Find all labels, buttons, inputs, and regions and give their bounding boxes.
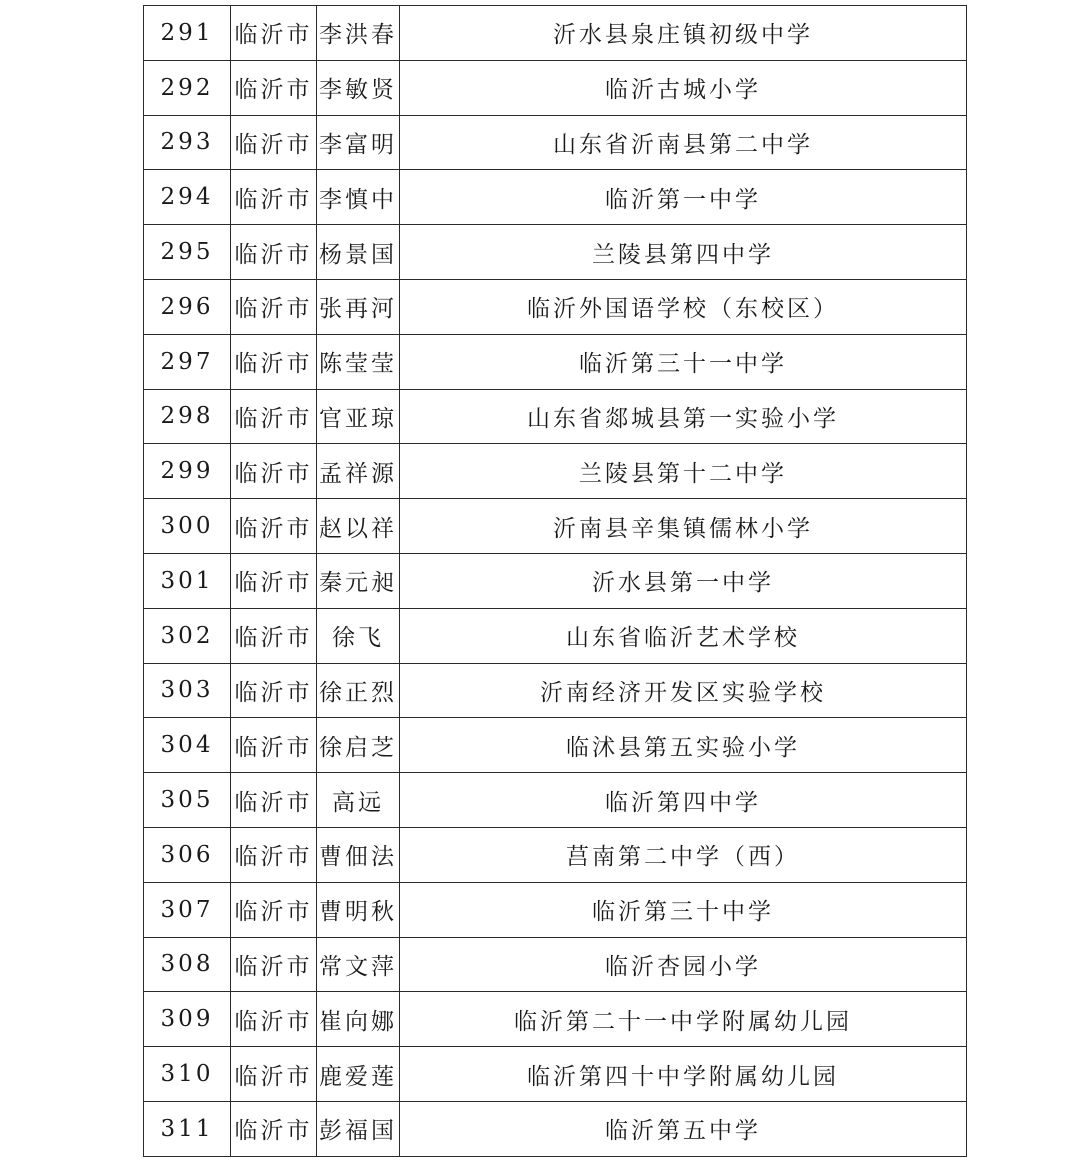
table-row xyxy=(144,6,967,61)
row-number-cell: 292 xyxy=(144,60,231,115)
city-cell: 临沂市 xyxy=(231,444,317,499)
row-number-cell: 306 xyxy=(144,827,231,882)
school-name-cell: 临沂杏园小学 xyxy=(400,937,967,992)
city-cell: 临沂市 xyxy=(231,115,317,170)
person-name-cell: 常文萍 xyxy=(317,937,400,992)
table-row xyxy=(144,170,967,225)
row-number-cell: 295 xyxy=(144,225,231,280)
school-name-cell: 山东省郯城县第一实验小学 xyxy=(400,389,967,444)
person-name-cell: 徐正烈 xyxy=(317,663,400,718)
school-name-cell: 沂南县辛集镇儒林小学 xyxy=(400,499,967,554)
school-name-cell: 兰陵县第四中学 xyxy=(400,225,967,280)
school-name-cell: 山东省沂南县第二中学 xyxy=(400,115,967,170)
person-name-cell: 鹿爱莲 xyxy=(317,1047,400,1102)
table-row xyxy=(144,553,967,608)
city-cell: 临沂市 xyxy=(231,992,317,1047)
school-name-cell: 临沂第一中学 xyxy=(400,170,967,225)
row-number-cell: 307 xyxy=(144,882,231,937)
row-number-cell: 305 xyxy=(144,773,231,828)
person-name-cell: 徐启芝 xyxy=(317,718,400,773)
school-name-cell: 临沂第四十中学附属幼儿园 xyxy=(400,1047,967,1102)
person-name-cell: 李敏贤 xyxy=(317,60,400,115)
school-name-cell: 山东省临沂艺术学校 xyxy=(400,608,967,663)
city-cell: 临沂市 xyxy=(231,6,317,61)
school-name-cell: 莒南第二中学（西） xyxy=(400,827,967,882)
table-row xyxy=(144,60,967,115)
row-number-cell: 309 xyxy=(144,992,231,1047)
city-cell: 临沂市 xyxy=(231,1047,317,1102)
city-cell: 临沂市 xyxy=(231,608,317,663)
school-name-cell: 临沂第四中学 xyxy=(400,773,967,828)
person-name-cell: 赵以祥 xyxy=(317,499,400,554)
city-cell: 临沂市 xyxy=(231,553,317,608)
row-number-cell: 311 xyxy=(144,1101,231,1156)
row-number-cell: 293 xyxy=(144,115,231,170)
row-number-cell: 300 xyxy=(144,499,231,554)
table-row xyxy=(144,773,967,828)
city-cell: 临沂市 xyxy=(231,882,317,937)
row-number-cell: 303 xyxy=(144,663,231,718)
row-number-cell: 297 xyxy=(144,334,231,389)
city-cell: 临沂市 xyxy=(231,225,317,280)
city-cell: 临沂市 xyxy=(231,827,317,882)
person-name-cell: 张再河 xyxy=(317,279,400,334)
person-name-cell: 秦元昶 xyxy=(317,553,400,608)
table-row xyxy=(144,334,967,389)
row-number-cell: 310 xyxy=(144,1047,231,1102)
table-row xyxy=(144,718,967,773)
person-name-cell: 崔向娜 xyxy=(317,992,400,1047)
school-name-cell: 临沂第二十一中学附属幼儿园 xyxy=(400,992,967,1047)
city-cell: 临沂市 xyxy=(231,773,317,828)
table-row xyxy=(144,389,967,444)
person-name-cell: 杨景国 xyxy=(317,225,400,280)
table-row xyxy=(144,115,967,170)
school-name-cell: 临沂外国语学校（东校区） xyxy=(400,279,967,334)
table-row xyxy=(144,882,967,937)
row-number-cell: 296 xyxy=(144,279,231,334)
roster-document xyxy=(143,5,967,1157)
roster-table xyxy=(143,5,967,1157)
school-name-cell: 临沂第三十一中学 xyxy=(400,334,967,389)
city-cell: 临沂市 xyxy=(231,499,317,554)
city-cell: 临沂市 xyxy=(231,334,317,389)
table-row xyxy=(144,827,967,882)
row-number-cell: 291 xyxy=(144,6,231,61)
person-name-cell: 官亚琼 xyxy=(317,389,400,444)
person-name-cell: 曹明秋 xyxy=(317,882,400,937)
person-name-cell: 陈莹莹 xyxy=(317,334,400,389)
table-row xyxy=(144,1101,967,1156)
table-row xyxy=(144,1047,967,1102)
city-cell: 临沂市 xyxy=(231,170,317,225)
row-number-cell: 294 xyxy=(144,170,231,225)
table-row xyxy=(144,444,967,499)
person-name-cell: 高远 xyxy=(317,773,400,828)
city-cell: 临沂市 xyxy=(231,937,317,992)
person-name-cell: 李洪春 xyxy=(317,6,400,61)
school-name-cell: 沂水县泉庄镇初级中学 xyxy=(400,6,967,61)
city-cell: 临沂市 xyxy=(231,60,317,115)
roster-table-body xyxy=(144,6,967,1157)
table-row xyxy=(144,225,967,280)
school-name-cell: 沂南经济开发区实验学校 xyxy=(400,663,967,718)
person-name-cell: 孟祥源 xyxy=(317,444,400,499)
table-row xyxy=(144,992,967,1047)
person-name-cell: 李慎中 xyxy=(317,170,400,225)
table-row xyxy=(144,663,967,718)
row-number-cell: 304 xyxy=(144,718,231,773)
row-number-cell: 302 xyxy=(144,608,231,663)
city-cell: 临沂市 xyxy=(231,663,317,718)
row-number-cell: 301 xyxy=(144,553,231,608)
city-cell: 临沂市 xyxy=(231,1101,317,1156)
city-cell: 临沂市 xyxy=(231,279,317,334)
person-name-cell: 曹佃法 xyxy=(317,827,400,882)
city-cell: 临沂市 xyxy=(231,718,317,773)
school-name-cell: 临沭县第五实验小学 xyxy=(400,718,967,773)
person-name-cell: 徐飞 xyxy=(317,608,400,663)
table-row xyxy=(144,279,967,334)
person-name-cell: 彭福国 xyxy=(317,1101,400,1156)
school-name-cell: 临沂第五中学 xyxy=(400,1101,967,1156)
person-name-cell: 李富明 xyxy=(317,115,400,170)
city-cell: 临沂市 xyxy=(231,389,317,444)
row-number-cell: 298 xyxy=(144,389,231,444)
row-number-cell: 299 xyxy=(144,444,231,499)
table-row xyxy=(144,937,967,992)
table-row xyxy=(144,499,967,554)
school-name-cell: 沂水县第一中学 xyxy=(400,553,967,608)
school-name-cell: 临沂古城小学 xyxy=(400,60,967,115)
table-row xyxy=(144,608,967,663)
school-name-cell: 兰陵县第十二中学 xyxy=(400,444,967,499)
school-name-cell: 临沂第三十中学 xyxy=(400,882,967,937)
row-number-cell: 308 xyxy=(144,937,231,992)
